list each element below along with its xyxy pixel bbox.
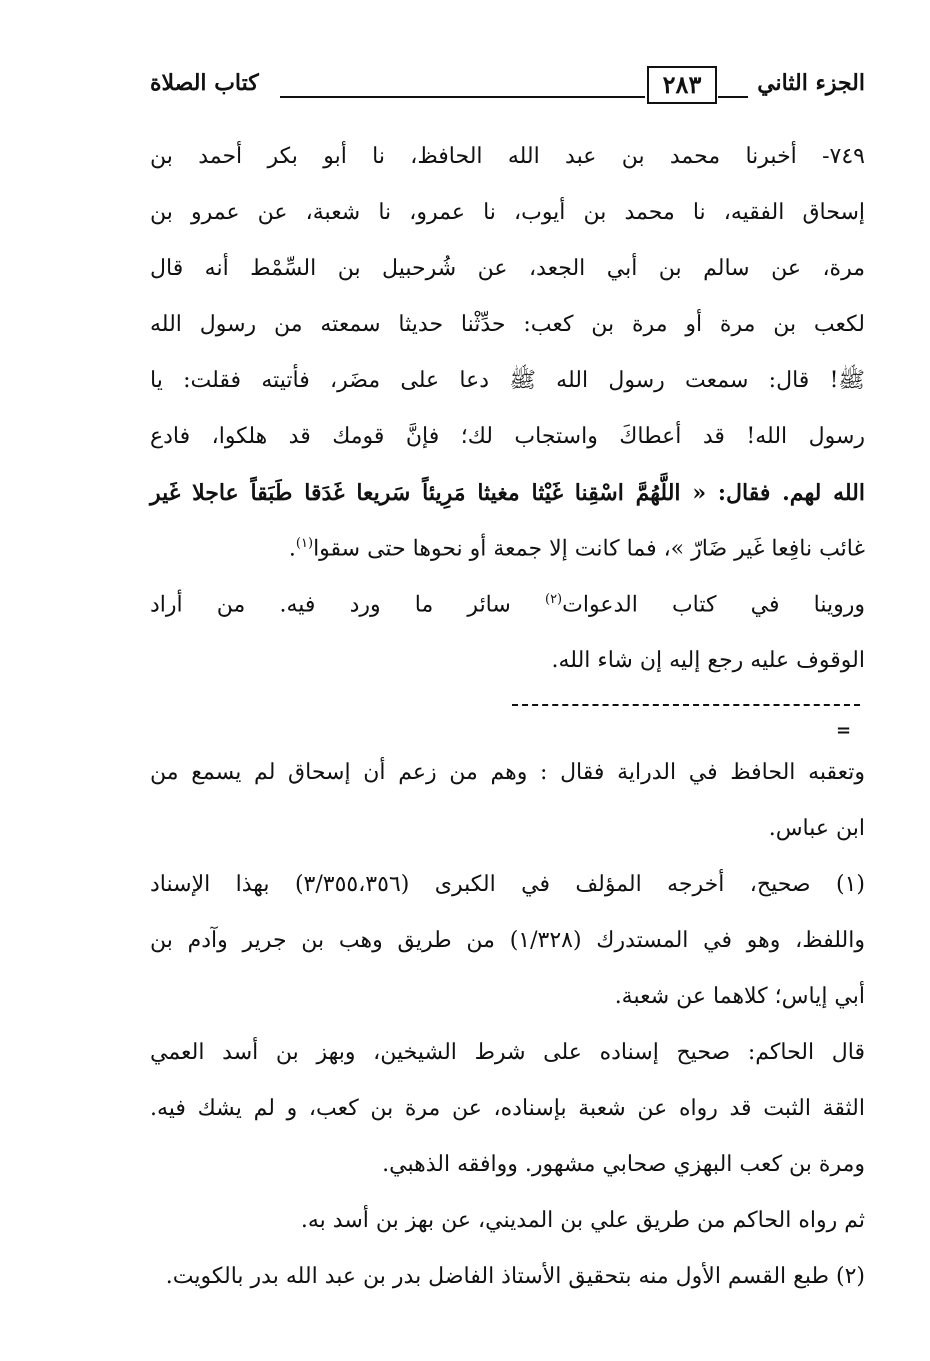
footnote-ref-2: (٢)	[544, 592, 563, 607]
footnote-line: ثم رواه الحاكم من طريق علي بن المديني، عن بهز بن أسد به.	[300, 1208, 865, 1233]
footnote-line: قال الحاكم: صحيح إسناده على شرط الشيخين، وبهز بن أسد العمي	[150, 1040, 865, 1065]
volume-label: الجزء الثاني	[757, 70, 865, 96]
main-line	[150, 480, 865, 507]
main-line: إسحاق الفقيه، نا محمد بن أيوب، نا عمرو، نا شعبة، عن عمرو بن	[150, 200, 865, 225]
header-rule-left	[280, 96, 645, 98]
main-line: غائب نافِعا غَير ضَارّ »، فما كانت إلا جمعة أو نحوها حتى سقوا$^{(١)}$.	[288, 536, 865, 562]
footnote-line: الثقة الثبت قد رواه عن شعبة بإسناده، عن مرة بن كعب، و لم يشك فيه.	[150, 1096, 865, 1121]
footnote-line: (٢) طبع القسم الأول منه بتحقيق الأستاذ الفاضل بدر بن عبد الله بدر بالكويت.	[165, 1264, 865, 1289]
running-header	[150, 62, 865, 112]
main-line-text: غائب نافِعا غَير ضَارّ »، فما كانت إلا جمعة أو نحوها حتى سقوا	[313, 536, 865, 562]
footnote-line: وتعقبه الحافظ في الدراية فقال : وهم من زعم أن إسحاق لم يسمع من	[150, 760, 865, 785]
header-rule-right	[718, 96, 748, 98]
main-line-text: وروينا في كتاب الدعوات	[562, 592, 865, 618]
footnote-line: أبي إياس؛ كلاهما عن شعبة.	[614, 984, 865, 1009]
main-line: ٧٤٩- أخبرنا محمد بن عبد الله الحافظ، نا أبو بكر أحمد بن	[150, 144, 865, 169]
main-line: الوقوف عليه رجع إليه إن شاء الله.	[551, 648, 865, 673]
footnote-line: (١) صحيح، أخرجه المؤلف في الكبرى (٣/٣٥٥،٣٥٦) بهذا الإسناد	[150, 872, 865, 897]
footnotes	[150, 760, 865, 1320]
main-line: مرة، عن سالم بن أبي الجعد، عن شُرحبيل بن السِّمْط أنه قال	[150, 256, 865, 281]
footnote-line: ومرة بن كعب البهزي صحابي مشهور. ووافقه الذهبي.	[382, 1152, 865, 1177]
page-number: ٢٨٣	[647, 66, 717, 104]
main-line: ﷺ! قال: سمعت رسول الله ﷺ دعا على مضَر، فأتيته فقلت: يا	[150, 368, 865, 393]
footnote-line: ابن عباس.	[768, 816, 865, 841]
chapter-title: كتاب الصلاة	[150, 70, 259, 96]
main-line-text: سائر ما ورد فيه. من أراد	[150, 592, 511, 618]
main-text	[150, 144, 865, 684]
main-line	[150, 592, 865, 619]
main-line: لكعب بن مرة أو مرة بن كعب: حدِّثْنا حديثا سمعته من رسول الله	[150, 312, 865, 337]
main-line: رسول الله! قد أعطاكَ واستجاب لك؛ فإنَّ قومك قد هلكوا، فادع	[150, 424, 865, 449]
separator-mark: =	[836, 720, 852, 741]
supplication-text: الله لهم. فقال: « اللَّهُمَّ اسْقِنا غَيْثا مغيثا مَرِيئاً سَريعا غَدَقا طَبَقاً عاجلا غَير	[150, 480, 865, 506]
footnote-line: واللفظ، وهو في المستدرك (١/٣٢٨) من طريق وهب بن جرير وآدم بن	[150, 928, 865, 953]
footnote-separator	[512, 704, 860, 706]
footnote-ref-1: (١)	[295, 536, 314, 551]
